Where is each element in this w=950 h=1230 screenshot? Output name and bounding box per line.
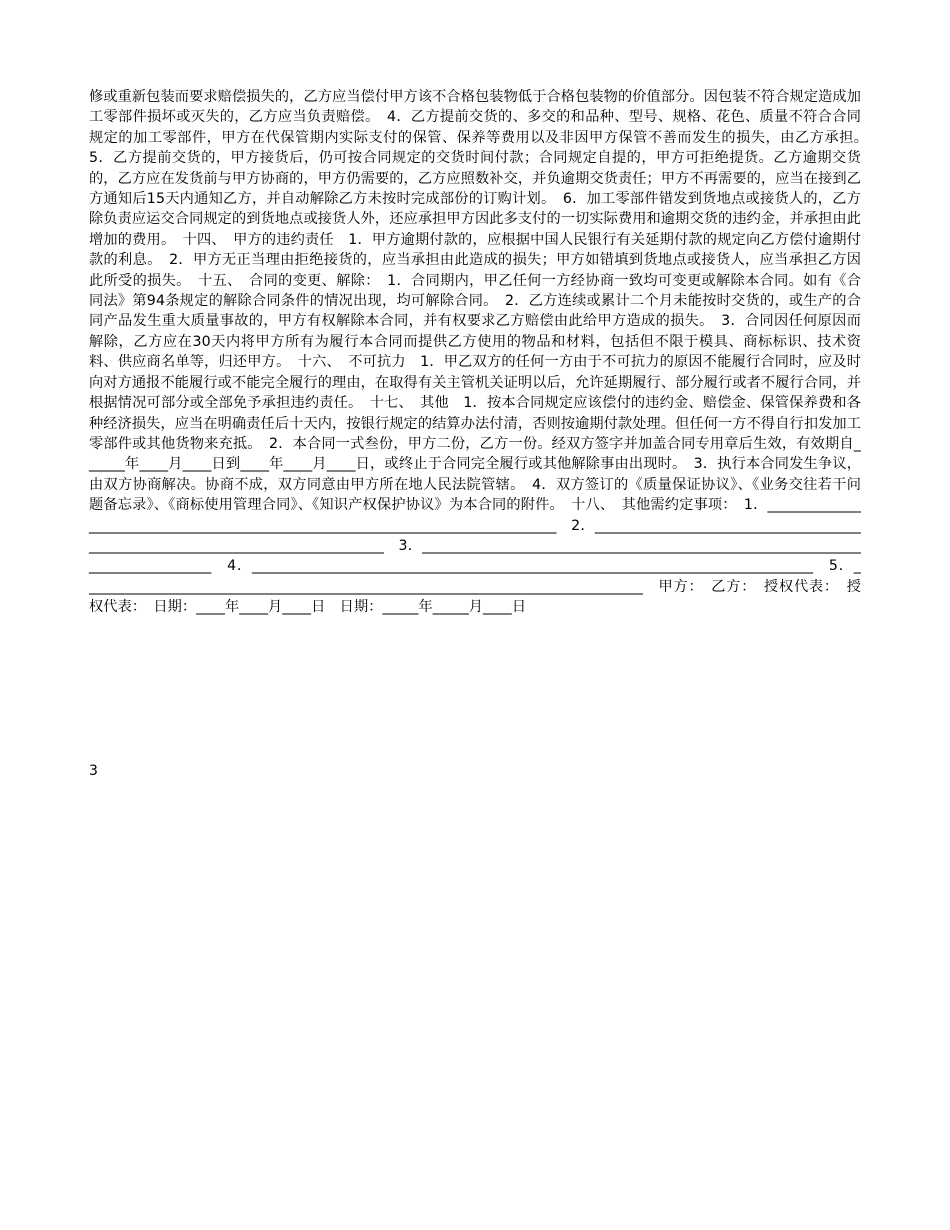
document-page	[89, 87, 876, 618]
page-number: 3	[89, 763, 98, 779]
contract-body-text: 修或重新包装而要求赔偿损失的，乙方应当偿付甲方该不合格包装物低于合格包装物的价值部分。因包装不符合规定造成加工零部件损坏或灭失的，乙方应当负责赔偿。 4．乙方提前交货的、多交的和品种、型号、规格、花色、质量不符合合同规定的加工零部件，甲方在代保管期内实际支付的保管、保养等费用以及非因甲方保管不善而发生的损失，由乙方承担。 5．乙方提前交货的，甲方接货后，仍可按合同规定的交货时间付款；合同规定自提的，甲方可拒绝提货。乙方逾期交货的，乙方应在发货前与甲方协商的，甲方仍需要的，乙方应照数补交，并负逾期交货责任；甲方不再需要的，应当在接到乙方通知后15天内通知乙方，并自动解除乙方未按时完成部份的订购计划。 6．加工零部件错发到货地点或接货人的，乙方除负责应运交合同规定的到货地点或接货人外，还应承担甲方因此多支付的一切实际费用和逾期交货的违约金，并承担由此增加的费用。 十四、 甲方的违约责任 1．甲方逾期付款的，应根据中国人民银行有关延期付款的规定向乙方偿付逾期付款的利息。 2．甲方无正当理由拒绝接货的，应当承担由此造成的损失；甲方如错填到货地点或接货人，应当承担乙方因此所受的损失。 十五、 合同的变更、解除： 1．合同期内，甲乙任何一方经协商一致均可变更或解除本合同。如有《合同法》第94条规定的解除合同条件的情况出现，均可解除合同。 2．乙方连续或累计二个月未能按时交货的，或生产的合同产品发生重大质量事故的，甲方有权解除本合同，并有权要求乙方赔偿由此给甲方造成的损失。 3．合同因任何原因而解除，乙方应在30天内将甲方所有为履行本合同而提供乙方使用的物品和材料，包括但不限于模具、商标标识、技术资料、供应商名单等，归还甲方。 十六、 不可抗力 1．甲乙双方的任何一方由于不可抗力的原因不能履行合同时，应及时向对方通报不能履行或不能完全履行的理由，在取得有关主管机关证明以后，允许延期履行、部分履行或者不履行合同，并根据情况可部分或全部免予承担违约责任。 十七、 其他 1．按本合同规定应该偿付的违约金、赔偿金、保管保养费和各种经济损失，应当在明确责任后十天内，按银行规定的结算办法付清，否则按逾期付款处理。但任何一方不得自行扣发加工零部件或其他货物来充抵。 2．本合同一式叁份，甲方二份，乙方一份。经双方签字并加盖合同专用章后生效，有效期自______年____月____日到____年____月____日，或终止于合同完全履行或其他解除事由出现时。 3．执行本合同发生争议，由双方协商解决。协商不成，双方同意由甲方所在地人民法院管辖。 4．双方签订的《质量保证协议》、《业务交往若干问题备忘录》、《商标使用管理合同》、《知识产权保护协议》为本合同的附件。 十八、 其他需约定事项： 1．______________________________________________________________________________ 2．______________________________________________________________________________ 3．______________________________________________________________________________ 4．______________________________________________________________________________ 5．______________________________________________________________________________ 甲方： 乙方： 授权代表： 授权代表： 日期：____年____月____日 日期：_____年_____月____日	[89, 89, 876, 616]
